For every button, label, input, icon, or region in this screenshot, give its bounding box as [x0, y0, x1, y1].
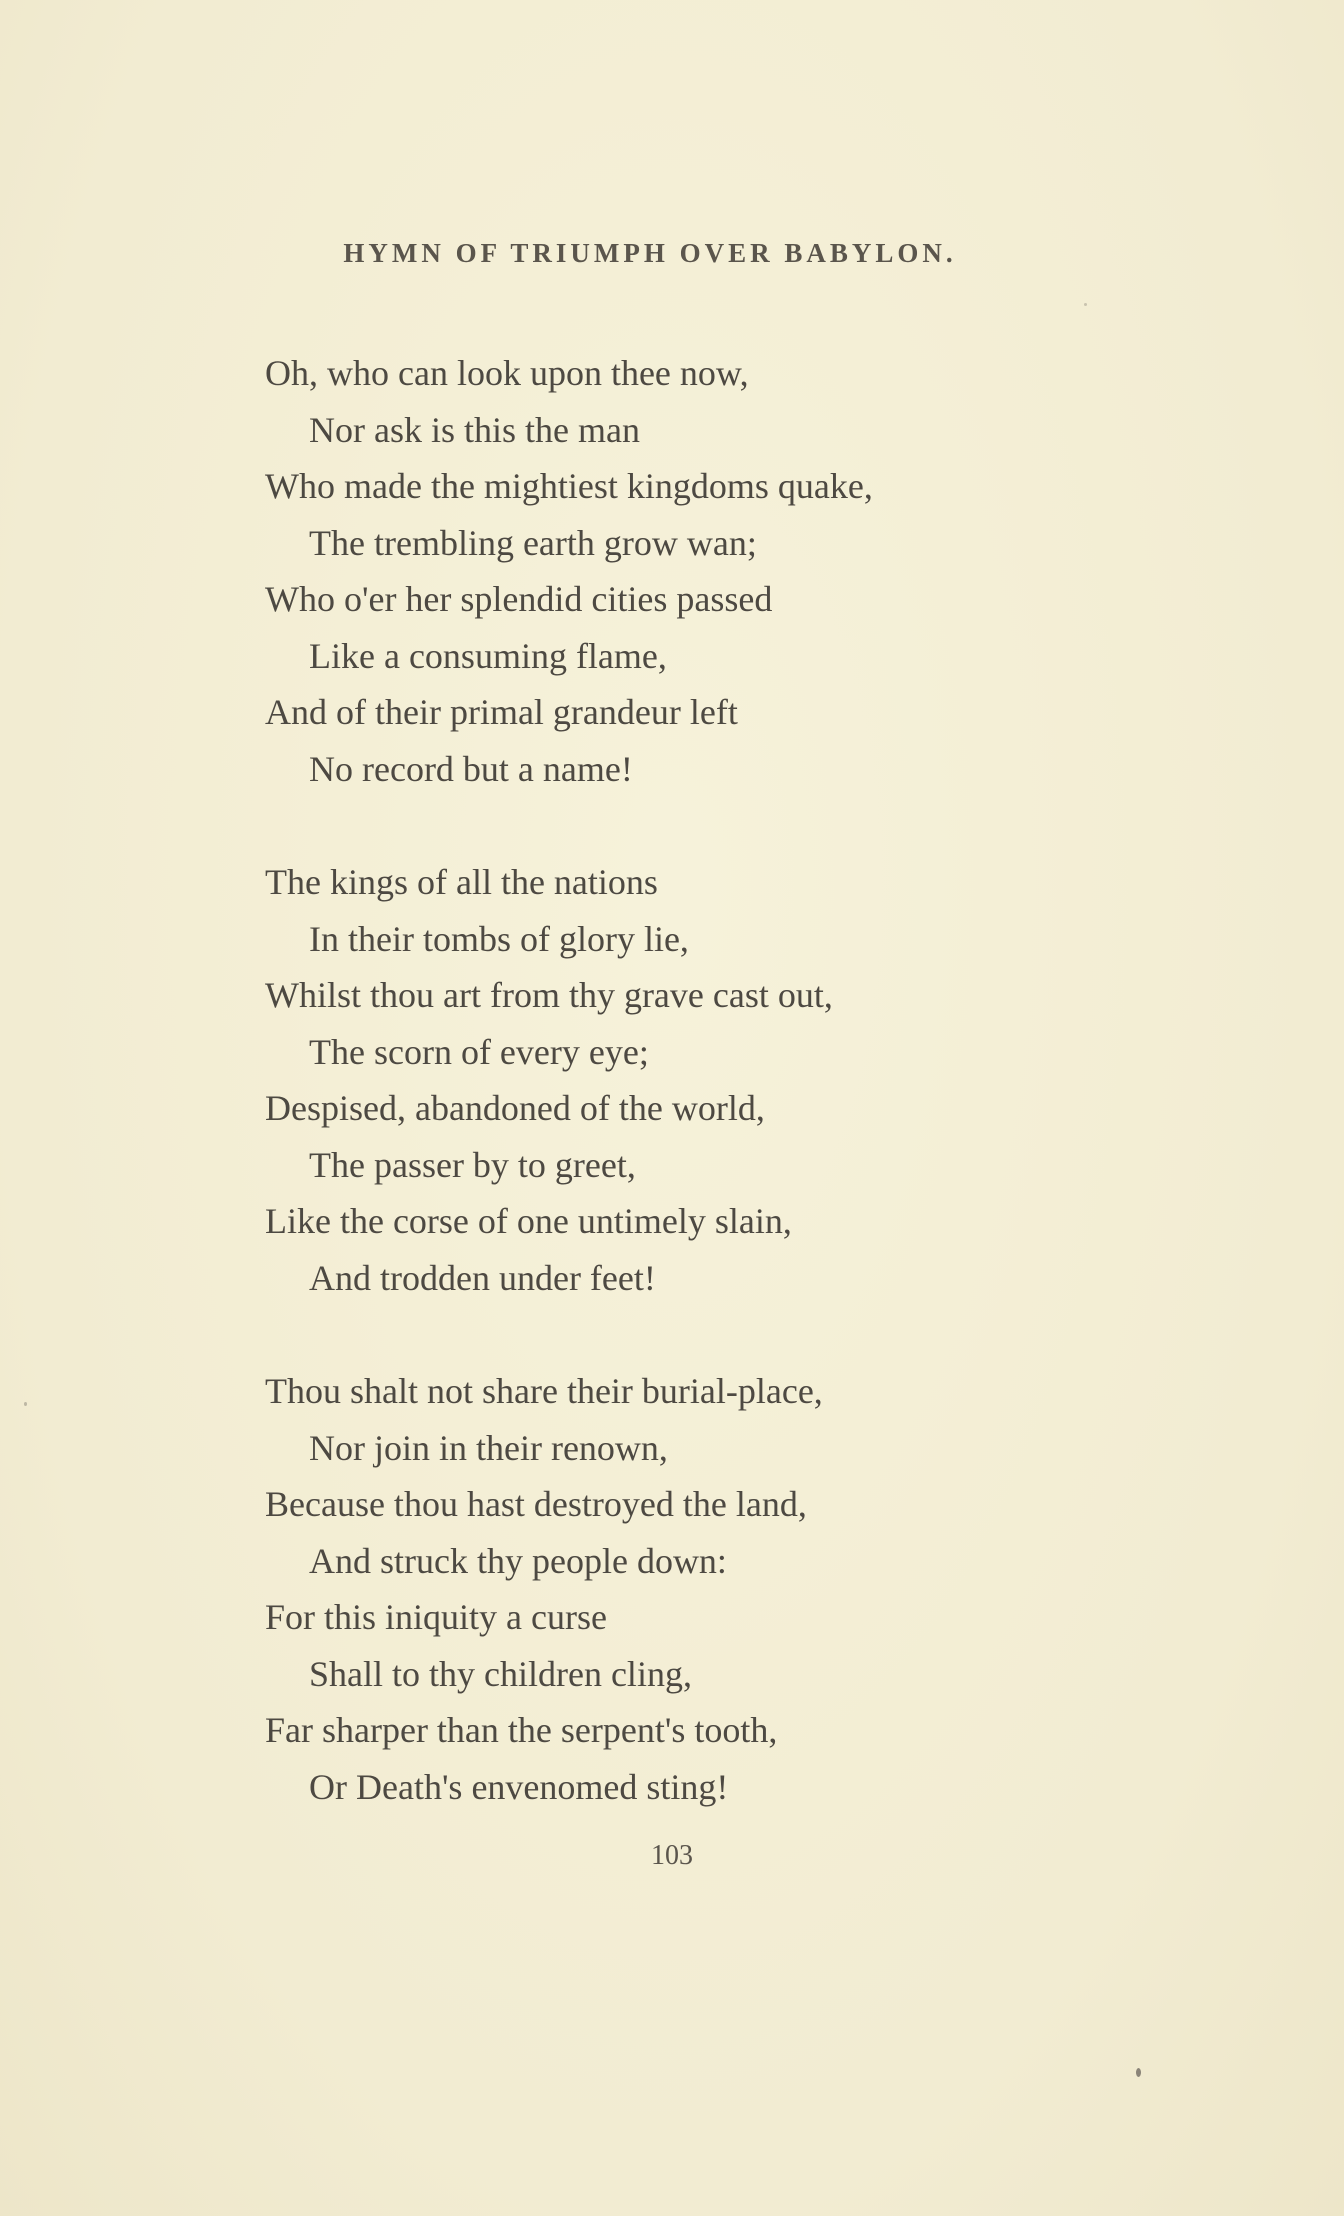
poem-line: Who o'er her splendid cities passed	[265, 579, 773, 619]
poem-line: Like a consuming flame,	[309, 635, 667, 676]
stanza-2	[265, 854, 1165, 1306]
stanza-3	[265, 1363, 1165, 1815]
poem-line: And of their primal grandeur left	[265, 692, 738, 732]
poem-line: The passer by to greet,	[309, 1144, 636, 1185]
poem-line: The scorn of every eye;	[309, 1031, 649, 1072]
poem-line: Nor ask is this the man	[309, 409, 640, 450]
poem-line: Far sharper than the serpent's tooth,	[265, 1710, 778, 1750]
poem-line: Oh, who can look upon thee now,	[265, 353, 749, 393]
poem-line: And trodden under feet!	[309, 1257, 656, 1298]
running-head: HYMN OF TRIUMPH OVER BABYLON.	[343, 238, 957, 268]
poem-line: Despised, abandoned of the world,	[265, 1088, 765, 1128]
paper-speck	[1084, 303, 1087, 306]
poem-line: Or Death's envenomed sting!	[309, 1766, 729, 1807]
poem-line: Nor join in their renown,	[309, 1427, 668, 1468]
poem-line: And struck thy people down:	[309, 1540, 727, 1581]
poem-line: Because thou hast destroyed the land,	[265, 1484, 807, 1524]
poem-line: Shall to thy children cling,	[309, 1653, 692, 1694]
poem-line: Who made the mightiest kingdoms quake,	[265, 466, 873, 506]
poem-line: For this iniquity a curse	[265, 1597, 607, 1637]
stanza-1	[265, 345, 1165, 797]
poem-line: Whilst thou art from thy grave cast out,	[265, 975, 833, 1015]
poem-line: Thou shalt not share their burial-place,	[265, 1371, 823, 1411]
paper-speck	[24, 1402, 27, 1406]
poem-line: In their tombs of glory lie,	[309, 918, 689, 959]
poem-line: The kings of all the nations	[265, 862, 658, 902]
page-number: 103	[651, 1840, 693, 1871]
poem-line: No record but a name!	[309, 748, 633, 789]
poem-line: The trembling earth grow wan;	[309, 522, 757, 563]
paper-speck	[1136, 2068, 1141, 2077]
poem-line: Like the corse of one untimely slain,	[265, 1201, 792, 1241]
poem	[265, 345, 1165, 1815]
